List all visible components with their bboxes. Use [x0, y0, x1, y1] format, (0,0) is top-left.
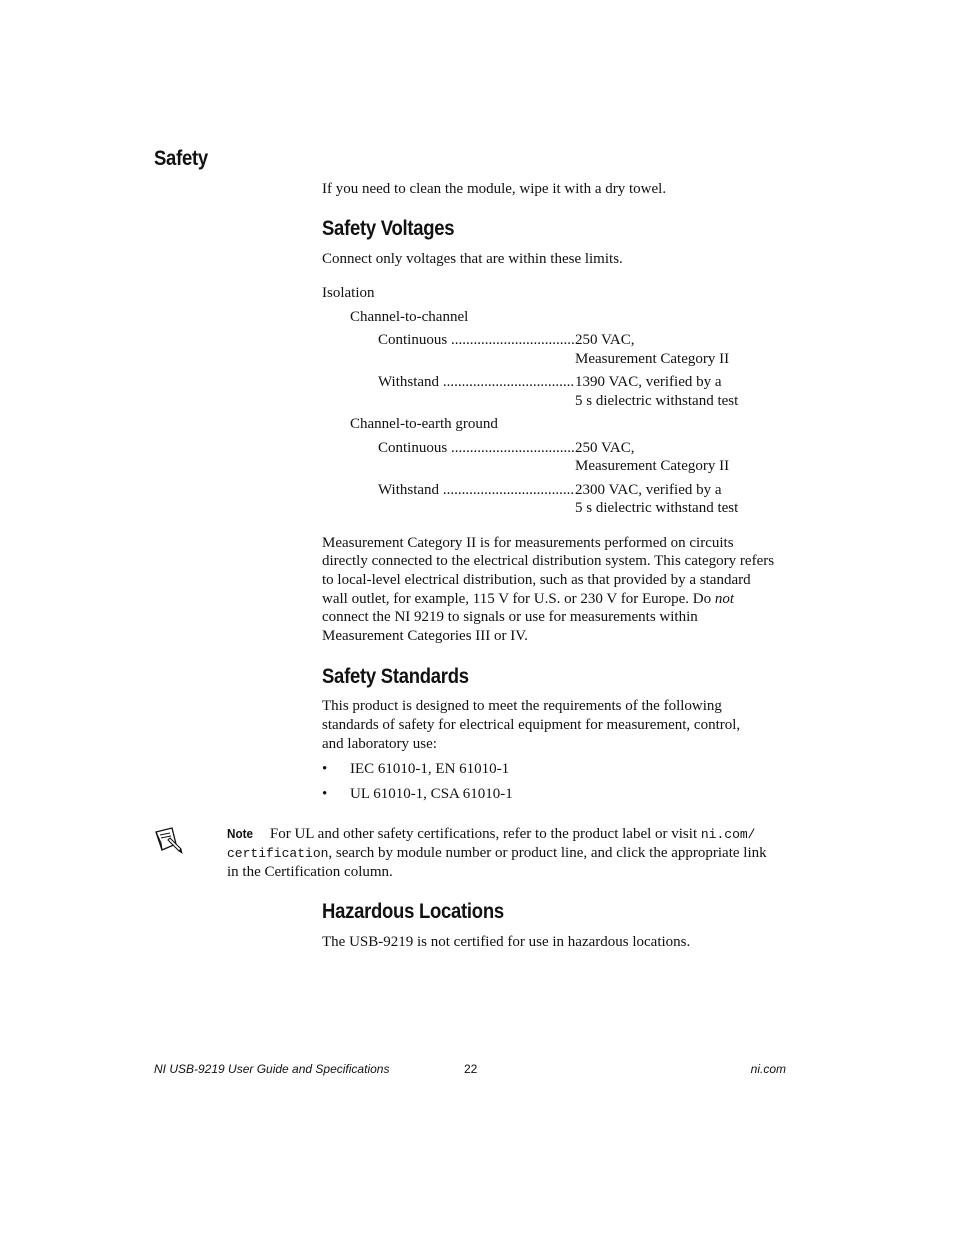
section-heading-safety: Safety: [154, 147, 208, 170]
note-line: certification, search by module number or product line, and click the appropriate link: [227, 845, 767, 861]
voltages-intro: Connect only voltages that are within these limits.: [322, 251, 623, 267]
spec-value-line2: Measurement Category II: [575, 458, 730, 474]
bullet-icon: •: [322, 786, 328, 802]
spec-name-continuous: Continuous .....: [378, 439, 575, 458]
spec-value-line1: 1390 VAC, verified by a: [575, 374, 722, 390]
spec-value-line1: 250 VAC,: [575, 332, 635, 348]
certification-link[interactable]: ni.com/: [700, 827, 756, 842]
note-line: in the Certification column.: [227, 864, 393, 880]
spec-value-line2: 5 s dielectric withstand test: [575, 500, 739, 516]
category-paragraph-line: connect the NI 9219 to signals or use for measurements within: [322, 609, 698, 625]
emphasis-not: not: [714, 591, 735, 607]
certification-link[interactable]: certification: [227, 846, 329, 861]
note-pencil-icon: [154, 826, 184, 854]
standards-intro-line: This product is designed to meet the requirements of the following: [322, 698, 722, 714]
spec-value-line1: 2300 VAC, verified by a: [575, 482, 722, 498]
footer-site: ni.com: [750, 1062, 786, 1076]
bullet-icon: •: [322, 761, 328, 777]
spec-name-withstand: Withstand .....: [378, 481, 575, 500]
list-item: • UL 61010-1, CSA 61010-1: [322, 786, 513, 802]
group-label-channel-to-channel: Channel-to-channel: [350, 309, 469, 325]
spec-name-continuous: Continuous .....: [378, 331, 575, 350]
list-item: • IEC 61010-1, EN 61010-1: [322, 761, 510, 777]
spec-value-line2: 5 s dielectric withstand test: [575, 393, 739, 409]
spec-value-line2: Measurement Category II: [575, 351, 730, 367]
subsection-heading-hazardous-locations: Hazardous Locations: [322, 900, 504, 923]
category-paragraph-line: Measurement Categories III or IV.: [322, 628, 528, 644]
note-label: Note: [227, 826, 254, 841]
safety-intro: If you need to clean the module, wipe it with a dry towel.: [322, 181, 667, 197]
standards-intro-line: standards of safety for electrical equipment for measurement, control,: [322, 717, 741, 733]
spec-value-line1: 250 VAC,: [575, 440, 635, 456]
subsection-heading-safety-standards: Safety Standards: [322, 665, 469, 688]
hazardous-text: The USB-9219 is not certified for use in hazardous locations.: [322, 934, 691, 950]
page-number: 22: [464, 1062, 478, 1076]
category-paragraph-line: Measurement Category II is for measurements performed on circuits: [322, 535, 734, 551]
group-label-channel-to-earth: Channel-to-earth ground: [350, 416, 498, 432]
footer-title: NI USB-9219 User Guide and Specifications: [154, 1062, 390, 1076]
subsection-heading-safety-voltages: Safety Voltages: [322, 217, 455, 240]
note-line: Note For UL and other safety certifications, refer to the product label or visit ni.com/: [227, 826, 756, 842]
standards-intro-line: and laboratory use:: [322, 736, 437, 752]
category-paragraph-line: wall outlet, for example, 115 V for U.S. or 230 V for Europe. Do not: [322, 591, 735, 607]
isolation-label: Isolation: [322, 285, 375, 301]
category-paragraph-line: directly connected to the electrical distribution system. This category refers: [322, 553, 775, 569]
spec-name-withstand: Withstand .....: [378, 373, 575, 392]
category-paragraph-line: to local-level electrical distribution, such as that provided by a standard: [322, 572, 751, 588]
